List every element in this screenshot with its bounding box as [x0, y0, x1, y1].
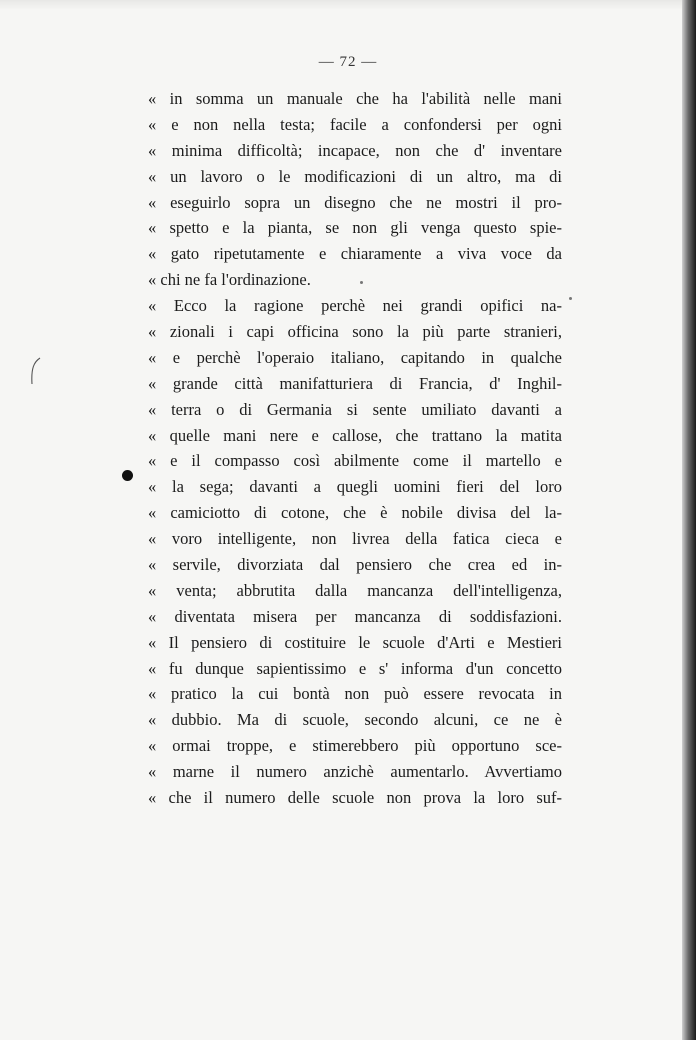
text-line: « e perchè l'operaio italiano, capitando in qualche [148, 347, 562, 367]
body-text [148, 86, 562, 811]
text-line: « in somma un manuale che ha l'abilità nelle mani [148, 89, 562, 108]
pencil-margin-mark [28, 356, 42, 386]
text-line: « dubbio. Ma di scuole, secondo alcuni, ce ne è [148, 710, 562, 730]
text-line: « pratico la cui bontà non può essere revocata in [148, 684, 562, 704]
text-line: « fu dunque sapientissimo e s' informa d'un concetto [148, 658, 562, 678]
text-line: « e non nella testa; facile a confondersi per ogni [148, 114, 562, 134]
text-line: « ormai troppe, e stimerebbero più opportuno sce- [148, 736, 562, 756]
text-line: « Il pensiero di costituire le scuole d'Arti e Mestieri [148, 632, 562, 652]
text-line: « spetto e la pianta, se non gli venga questo spie- [148, 218, 562, 238]
text-line: « terra o di Germania si sente umiliato davanti a [148, 399, 562, 419]
page-number: — 72 — [318, 54, 378, 70]
text-line: « la sega; davanti a quegli uomini fieri del loro [148, 477, 562, 497]
text-line: « e il compasso così abilmente come il martello e [148, 451, 562, 471]
text-line: « un lavoro o le modificazioni di un altro, ma di [148, 166, 562, 186]
text-line: « che il numero delle scuole non prova la loro suf- [148, 788, 562, 808]
paper-speck [569, 297, 572, 300]
text-line: « venta; abbrutita dalla mancanza dell'intelligenza, [148, 580, 562, 600]
text-line: « marne il numero anzichè aumentarlo. Avvertiamo [148, 762, 562, 782]
text-line: « camiciotto di cotone, che è nobile divisa del la- [148, 503, 562, 523]
text-line: « Ecco la ragione perchè nei grandi opifici na- [148, 296, 562, 316]
ink-dot-mark [122, 470, 133, 481]
text-line: « gato ripetutamente e chiaramente a viva voce da [148, 244, 562, 264]
text-line: « grande città manifatturiera di Francia, d' Inghil- [148, 373, 562, 393]
text-line: « minima difficoltà; incapace, non che d' inventare [148, 140, 562, 160]
page-top-shadow [0, 0, 696, 10]
text-line: « chi ne fa l'ordinazione. [148, 270, 311, 290]
text-line: « eseguirlo sopra un disegno che ne mostri il pro- [148, 192, 562, 212]
page-binding-edge [682, 0, 696, 1040]
text-line: « servile, divorziata dal pensiero che crea ed in- [148, 555, 562, 575]
text-line: « zionali i capi officina sono la più parte stranieri, [148, 322, 562, 342]
text-line: « voro intelligente, non livrea della fatica cieca e [148, 529, 562, 549]
text-line: « diventata misera per mancanza di soddisfazioni. [148, 606, 562, 626]
text-line: « quelle mani nere e callose, che trattano la matita [148, 425, 562, 445]
